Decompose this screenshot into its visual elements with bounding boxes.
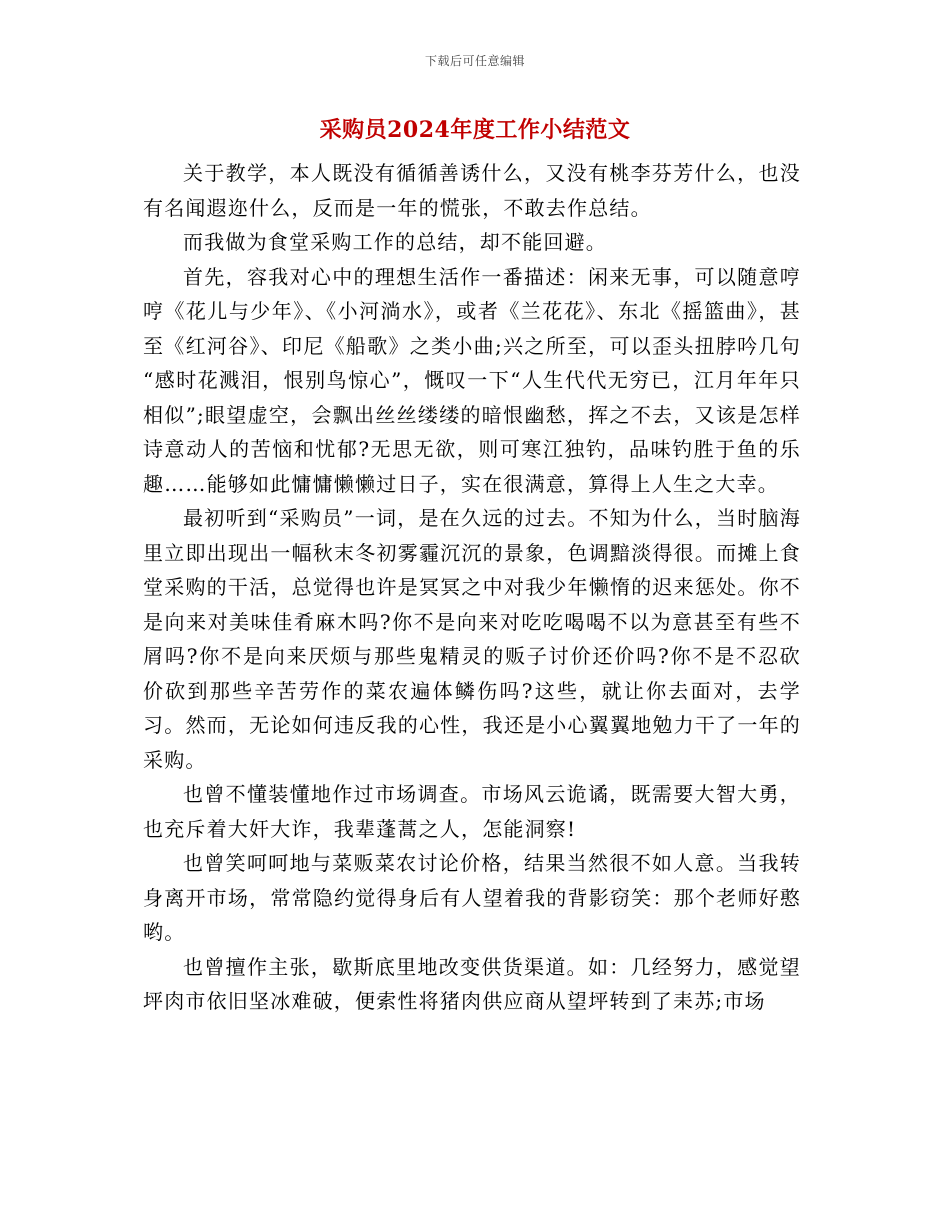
- paragraph-7: 也曾擅作主张，歇斯底里地改变供货渠道。如：几经努力，感觉望坪肉市依旧坚冰难破，便索性将猪肉供应商从望坪转到了耒苏;市场: [143, 954, 801, 1013]
- paragraph-3: 首先，容我对心中的理想生活作一番描述：闲来无事，可以随意哼哼《花儿与少年》、《小河淌水》，或者《兰花花》、东北《摇篮曲》，甚至《红河谷》、印尼《船歌》之类小曲;兴之所至，可以歪头扭脖吟几句 “感时花溅泪，恨别鸟惊心”，慨叹一下“人生代代无穷已，江月年年只相似”;眼望虚空，会飘出丝丝缕缕的暗恨幽愁，挥之不去，又该是怎样诗意动人的苦恼和忧郁?无思无欲，则可寒江独钓，品味钓胜于鱼的乐趣……能够如此慵慵懒懒过日子，实在很满意，算得上人生之大幸。: [143, 264, 801, 496]
- document-title: 采购员2024年度工作小结范文: [319, 117, 631, 143]
- paragraph-2: 而我做为食堂采购工作的总结，却不能回避。: [183, 230, 607, 254]
- paragraph-4: 最初听到“采购员”一词，是在久远的过去。不知为什么，当时脑海里立即出现出一幅秋末冬初雾霾沉沉的景象，色调黯淡得很。而摊上食堂采购的干活，总觉得也许是冥冥之中对我少年懒惰的迟来惩处。你不是向来对美味佳肴麻木吗?你不是向来对吃吃喝喝不以为意甚至有些不屑吗?你不是向来厌烦与那些鬼精灵的贩子讨价还价吗?你不是不忍砍价砍到那些辛苦劳作的菜农遍体鳞伤吗?这些，就让你去面对，去学习。然而，无论如何违反我的心性，我还是小心翼翼地勉力干了一年的采购。: [143, 506, 801, 772]
- paragraph-1: 关于教学，本人既没有循循善诱什么，又没有桃李芬芳什么，也没有名闻遐迩什么，反而是一年的慌张，不敢去作总结。: [143, 161, 801, 220]
- paragraph-5: 也曾不懂装懂地作过市场调查。市场风云诡谲，既需要大智大勇，也充斥着大奸大诈，我辈蓬蒿之人，怎能洞察!: [143, 782, 801, 841]
- header-note: 下载后可任意编辑: [424, 54, 525, 68]
- paragraph-6: 也曾笑呵呵地与菜贩菜农讨论价格，结果当然很不如人意。当我转身离开市场，常常隐约觉得身后有人望着我的背影窃笑：那个老师好憨哟。: [143, 851, 801, 944]
- document-body: [143, 156, 801, 1019]
